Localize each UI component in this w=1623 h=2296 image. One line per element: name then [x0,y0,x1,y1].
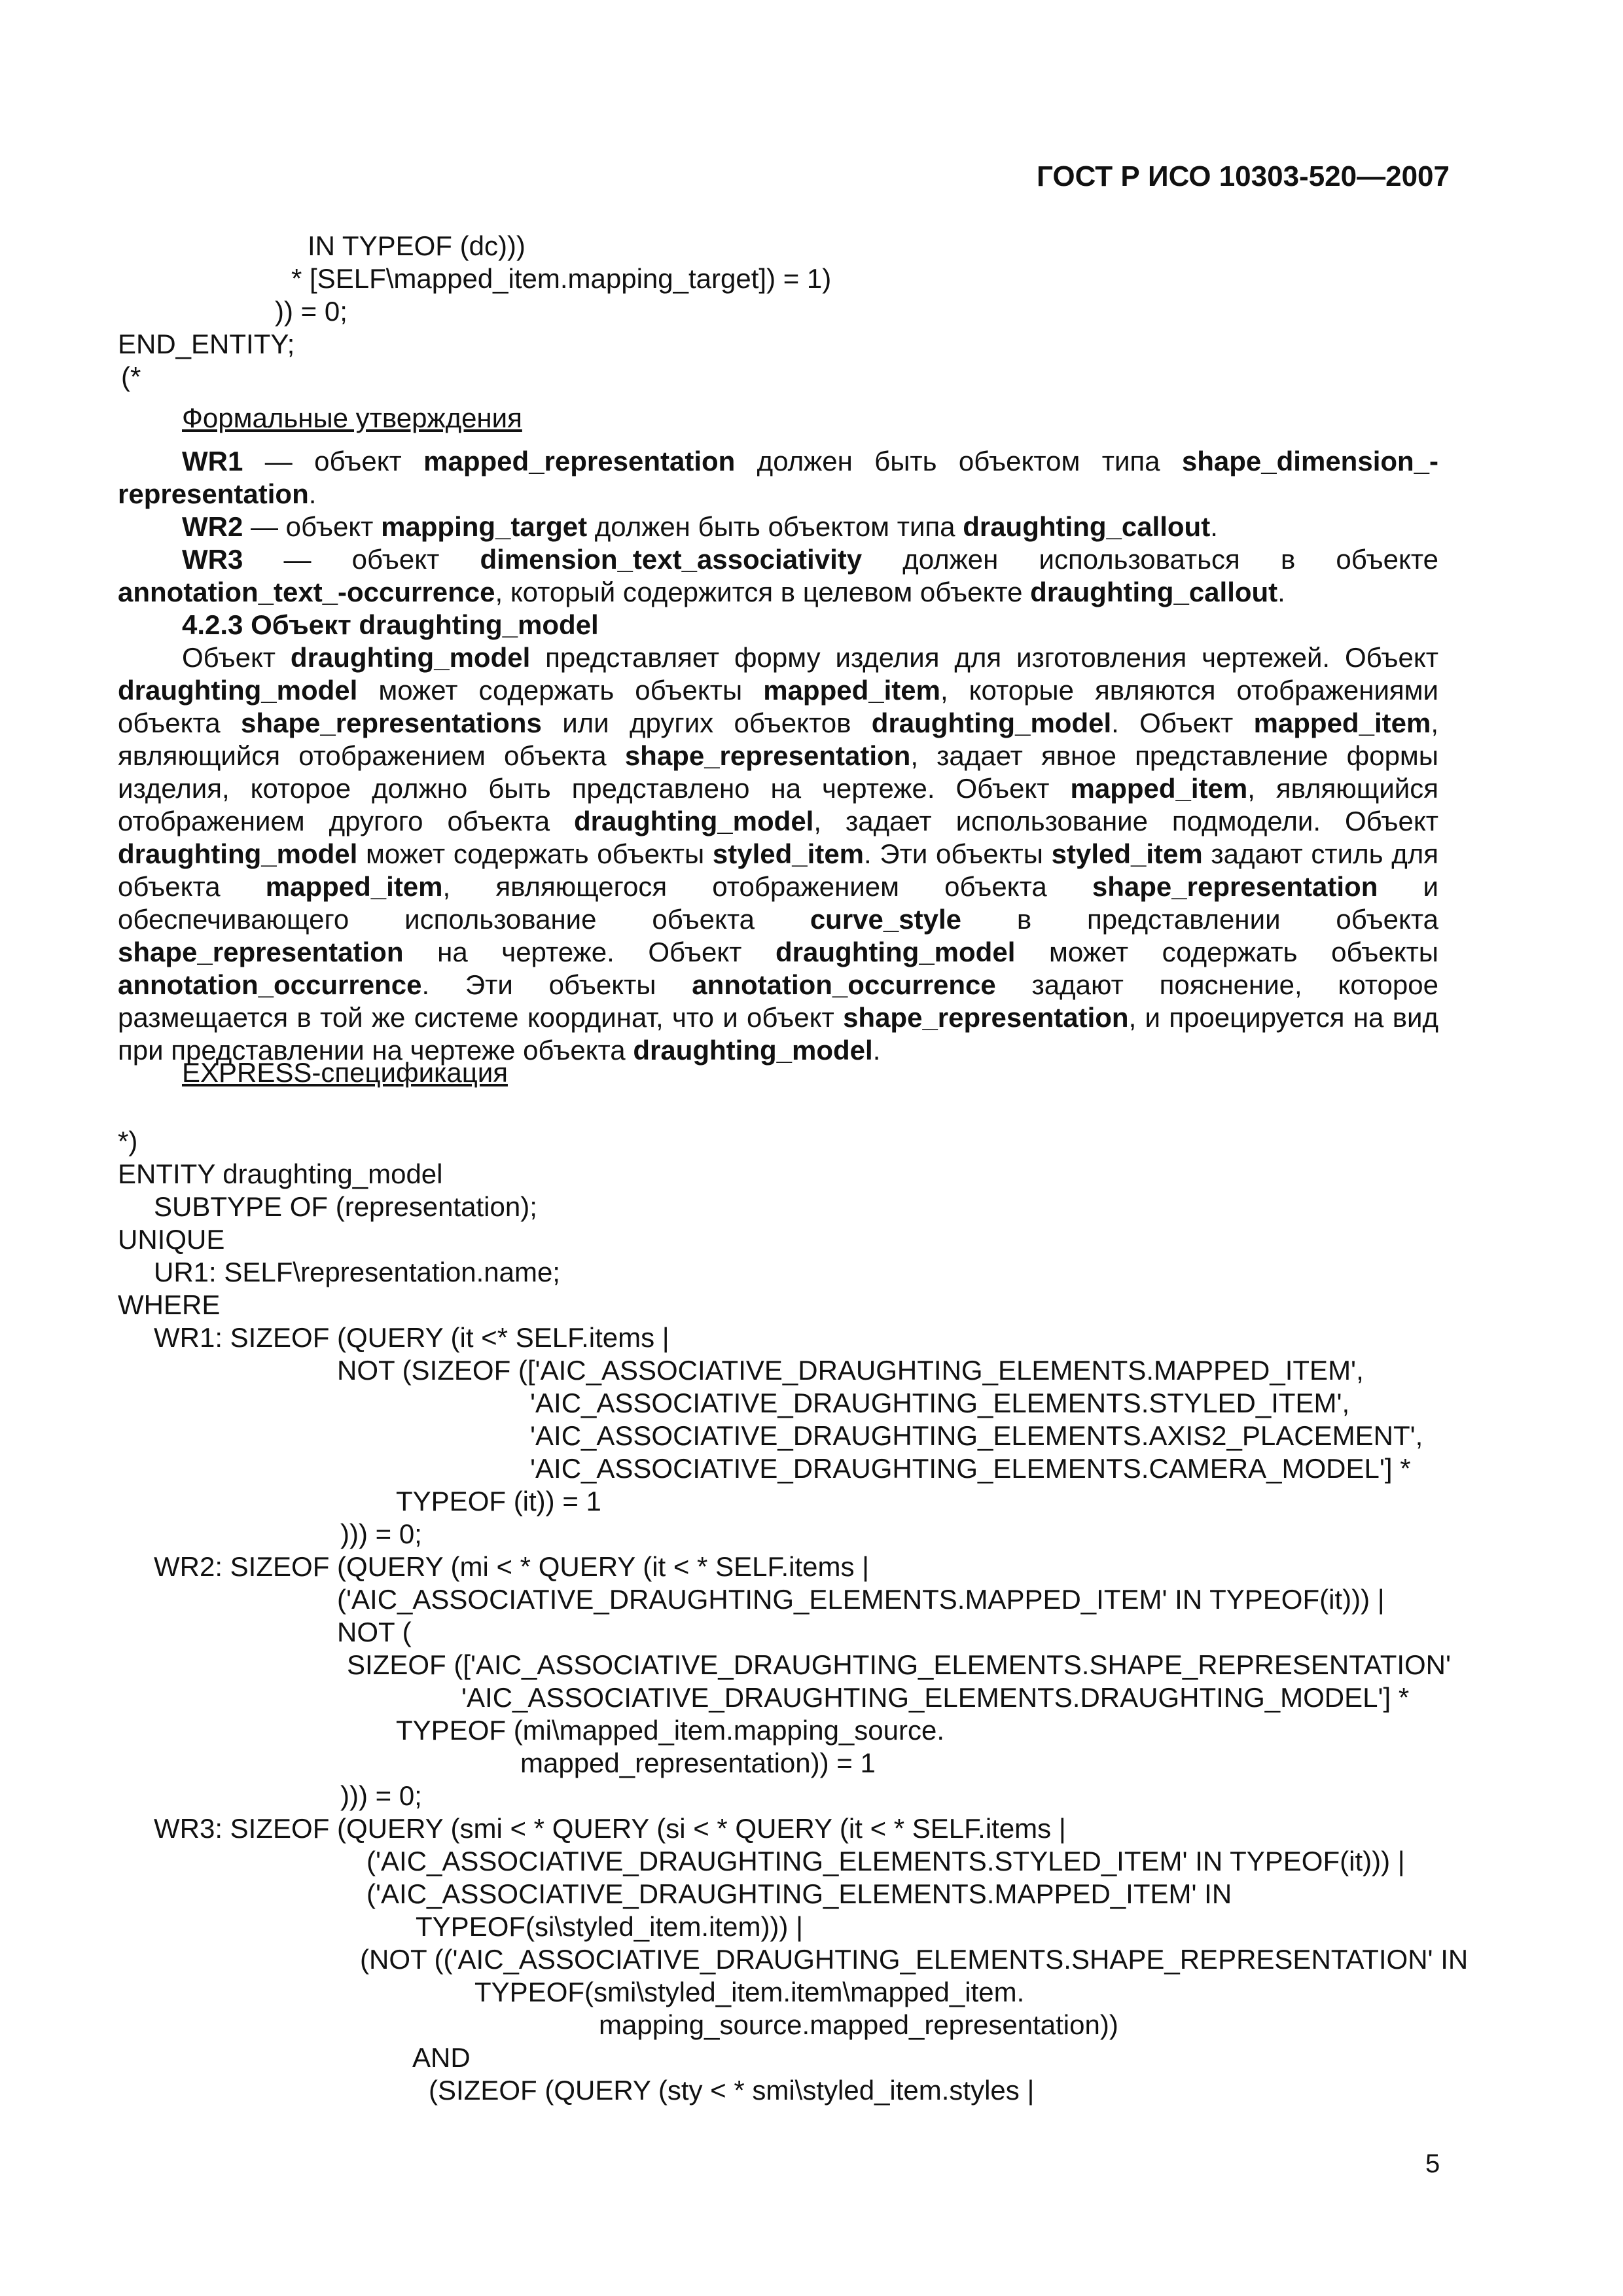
code-line: 'AIC_ASSOCIATIVE_DRAUGHTING_ELEMENTS.AXIS2_PLACEMENT', [530,1420,1423,1451]
code-line: END_ENTITY; [118,329,295,359]
code-line: IN TYPEOF (dc))) [308,230,526,261]
code-line: UR1: SELF\representation.name; [154,1257,560,1287]
code-line: TYPEOF (it)) = 1 [396,1486,601,1516]
rule-id: WR3 [182,544,243,575]
express-spec-heading: EXPRESS-спецификация [182,1057,508,1088]
rule-wr3: WR3 — объект dimension_text_associativity должен использоваться в объекте annotation_text_-occurrence, который содержится в целевом объекте draughting_callout. [118,544,1439,607]
code-line: NOT ( [337,1617,412,1647]
code-line: TYPEOF(smi\styled_item.item\mapped_item. [474,1977,1025,2007]
code-line: WR1: SIZEOF (QUERY (it <* SELF.items | [154,1322,669,1353]
rule-wr2: WR2 — объект mapping_target должен быть объектом типа draughting_callout. [182,511,1218,542]
rule-wr1: WR1 — объект mapped_representation должен быть объектом типа shape_dimension_-representation. [118,446,1439,509]
code-line: ENTITY draughting_model [118,1158,443,1189]
section-body-paragraph: Объект draughting_model представляет форму изделия для изготовления чертежей. Объект draughting_model может содержать объекты mapped_item, которые являются отображениями объекта shape_representations или других объектов draughting_model. Объект mapped_item, являющийся отображением объекта shape_representation, задает явное представление формы изделия, которое должно быть представлено на чертеже. Объект mapped_item, являющийся отображением другого объекта draughting_model, задает использование подмодели. Объект draughting_model может содержать объекты styled_item. Эти объекты styled_item задают стиль для объекта mapped_item, являющегося отображением объекта shape_representation и обеспечивающего использование объекта curve_style в представлении объекта shape_representation на чертеже. Объект draughting_model может содержать объекты annotation_occurrence. Эти объекты annotation_occurrence задают пояснение, которое размещается в той же системе координат, что и объект shape_representation, и проецируется на вид при представлении на чертеже объекта draughting_model. [118,642,1439,1066]
code-line: WR2: SIZEOF (QUERY (mi < * QUERY (it < * SELF.items | [154,1551,870,1582]
section-title-prefix: Объект [251,609,359,640]
code-line: 'AIC_ASSOCIATIVE_DRAUGHTING_ELEMENTS.STYLED_ITEM', [530,1388,1350,1418]
code-line: TYPEOF(si\styled_item.item))) | [416,1911,803,1942]
code-line: WHERE [118,1289,221,1320]
code-line: mapped_representation)) = 1 [520,1748,876,1778]
code-line: )) = 0; [275,296,348,327]
code-line: (NOT (('AIC_ASSOCIATIVE_DRAUGHTING_ELEMENTS.SHAPE_REPRESENTATION' IN [360,1944,1469,1975]
code-line: 'AIC_ASSOCIATIVE_DRAUGHTING_ELEMENTS.DRAUGHTING_MODEL'] * [461,1682,1410,1713]
section-heading [118,609,1438,641]
code-line: SUBTYPE OF (representation); [154,1191,537,1222]
rule-id: WR2 [182,511,243,542]
code-line: *) [118,1126,138,1157]
entity-name: annotation_text_-occurrence [118,577,495,607]
code-line: (* [121,361,141,392]
entity-name: mapped_representation [423,446,736,476]
code-line: mapping_source.mapped_representation)) [599,2009,1118,2040]
entity-name: shape_dimension_-representation [118,446,1439,509]
code-line: AND [412,2042,471,2073]
section-number: 4.2.3 [182,609,243,640]
code-line: (SIZEOF (QUERY (sty < * smi\styled_item.styles | [429,2075,1035,2106]
code-line: TYPEOF (mi\mapped_item.mapping_source. [396,1715,945,1746]
code-line: ('AIC_ASSOCIATIVE_DRAUGHTING_ELEMENTS.MAPPED_ITEM' IN [366,1878,1232,1909]
formal-statements-heading: Формальные утверждения [182,403,522,433]
code-line: NOT (SIZEOF (['AIC_ASSOCIATIVE_DRAUGHTING_ELEMENTS.MAPPED_ITEM', [337,1355,1364,1386]
code-line: * [SELF\mapped_item.mapping_target]) = 1) [291,263,832,294]
document-header: ГОСТ Р ИСО 10303-520—2007 [1037,160,1450,192]
code-line: SIZEOF (['AIC_ASSOCIATIVE_DRAUGHTING_ELEMENTS.SHAPE_REPRESENTATION' [347,1649,1452,1680]
entity-name: draughting_callout [1030,577,1278,607]
entity-name: mapping_target [381,511,588,542]
code-line: 'AIC_ASSOCIATIVE_DRAUGHTING_ELEMENTS.CAMERA_MODEL'] * [530,1453,1411,1484]
code-line: ('AIC_ASSOCIATIVE_DRAUGHTING_ELEMENTS.MAPPED_ITEM' IN TYPEOF(it))) | [337,1584,1385,1615]
code-line: ))) = 0; [340,1780,422,1811]
entity-name: draughting_callout [963,511,1211,542]
entity-name: dimension_text_associativity [480,544,863,575]
code-line: ))) = 0; [340,1518,422,1549]
code-line: ('AIC_ASSOCIATIVE_DRAUGHTING_ELEMENTS.STYLED_ITEM' IN TYPEOF(it))) | [366,1846,1405,1876]
rule-id: WR1 [182,446,243,476]
section-title-name: draughting_model [359,609,599,640]
page-number: 5 [1425,2149,1440,2178]
code-line: UNIQUE [118,1224,225,1255]
code-line: WR3: SIZEOF (QUERY (smi < * QUERY (si < * QUERY (it < * SELF.items | [154,1813,1066,1844]
